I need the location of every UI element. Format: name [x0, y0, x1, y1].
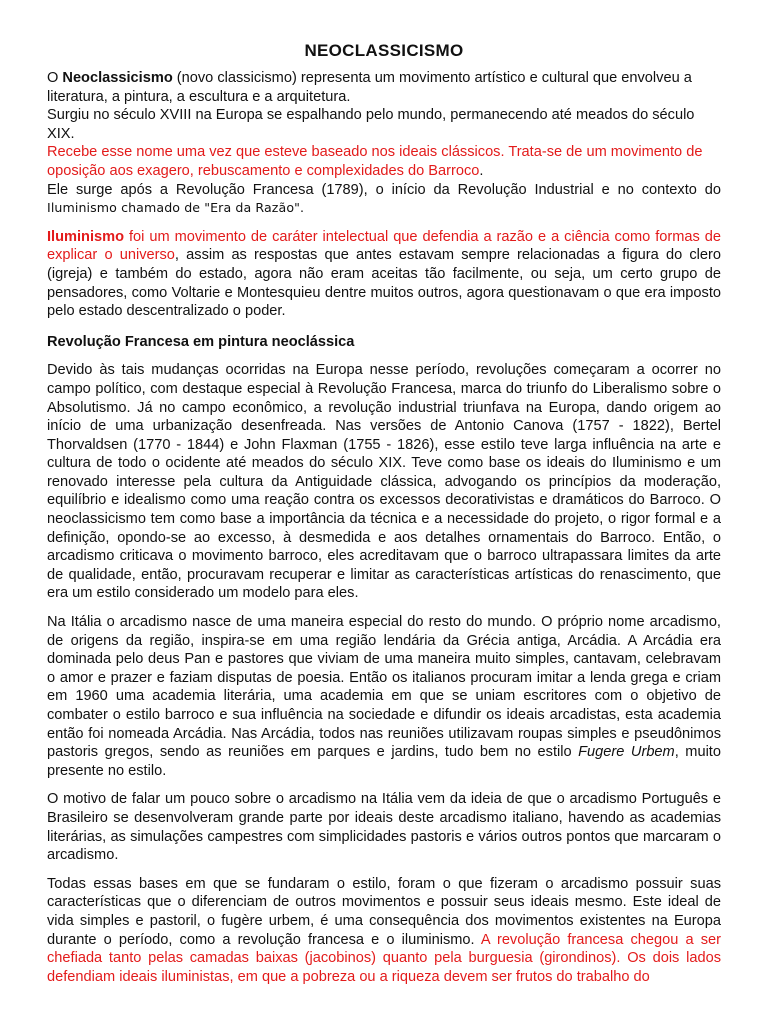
italia-text-end: , muito presente no estilo.	[47, 744, 721, 779]
intro-paragraph-1	[47, 69, 721, 106]
fugere-urbem-term: Fugere Urbem	[578, 744, 675, 761]
iluminismo-term: Iluminismo	[47, 228, 125, 245]
intro-paragraph-4	[47, 181, 721, 218]
intro-block	[47, 69, 721, 218]
intro-paragraph-2: Surgiu no século XVIII na Europa se espalhando pelo mundo, permanecendo até meados do século XIX.	[47, 107, 695, 142]
section-heading: Revolução Francesa em pintura neoclássica	[47, 333, 355, 350]
intro-rest: (novo classicismo) representa um movimento artístico e cultural que envolveu a literatura, a pintura, a escultura e a arquitetura.	[47, 70, 692, 105]
neoclassicismo-term: Neoclassicismo	[62, 70, 173, 86]
intro-red-text: Recebe esse nome uma vez que esteve baseado nos ideais clássicos. Trata-se de um movimento de oposição aos exagero, rebuscamento e complexidades do Barroco	[47, 144, 703, 179]
paragraph-motivo: O motivo de falar um pouco sobre o arcadismo na Itália vem da ideia de que o arcadismo Português e Brasileiro se desenvolveram grande parte por ideais deste arcadismo italiano, havendo as academias literárias, as simulações campestres com simplicidades pastoris e vários outros pontos que marcaram o arcadismo.	[47, 791, 721, 864]
paragraph-italia	[47, 613, 721, 780]
italia-text: Na Itália o arcadismo nasce de uma maneira especial do resto do mundo. O próprio nome arcadismo, de origens da região, inspira-se em uma região lendária da Grécia antiga, Arcádia. A Arcádia era dominada pelo deus Pan e pastores que viviam de uma maneira muito simples, cantavam, celebravam o amor e prazer e faziam disputas de poesia. Então os italianos procuram imitar a lenda grega e criam em 1960 uma academia literária, uma academia em que se uniam escritores com o objetivo de combater o estilo barroco e sua influência na sociedade e difundir os ideais arcadistas, esta academia então foi nomeada Arcádia. Nas Arcádia, todos nas reuniões utilizavam roupas simples e pseudônimos pastoris gregos, sendo as reuniões em parques e jardins, tudo bem no estilo	[47, 614, 721, 761]
intro-era-da-razao: Iluminismo chamado de "Era da Razão".	[47, 200, 305, 216]
bases-red-text: A revolução francesa chegou a ser chefiada tanto pelas camadas baixas (jacobinos) quanto pela burguesia (girondinos). Os dois lados defendiam ideais iluministas, em que a pobreza ou a riqueza devem ser frutos do trabalho do	[47, 931, 721, 985]
intro-paragraph-3	[47, 143, 721, 180]
paragraph-mudancas: Devido às tais mudanças ocorridas na Europa nesse período, revoluções começaram a ocorrer no campo político, com destaque especial à Revolução Francesa, marca do triunfo do Liberalismo sobre o Absolutismo. Já no campo econômico, a revolução industrial triunfava na Europa, dando origem ao início de uma urbanização desenfreada. Nas versões de Antonio Canova (1757 - 1822), Bertel Thorvaldsen (1770 - 1844) e John Flaxman (1755 - 1826), esse estilo teve larga influência na arte e cultura de todo o ocidente até meados do século XIX. Teve como base os ideais do Iluminismo e um renovado interesse pela cultura da Antiguidade clássica, advogando os princípios da moderação, equilíbrio e idealismo como uma reação contra os excessos decorativistas e dramáticos do Barroco. O neoclassicismo tem como base a importância da técnica e a necessidade do projeto, o rigor formal e a definição, opondo-se ao excesso, à desmedida e aos detalhes ornamentais do Barroco. Então, o arcadismo criticava o movimento barroco, eles acreditavam que o barroco ultrapassara limites da arte de qualidade, então, procuravam recuperar e limitar as características artísticas do renascimento, que era um estilo considerado um modelo para eles.	[47, 362, 721, 602]
iluminismo-rest: , assim as respostas que antes estavam sempre relacionadas a figura do clero (igreja) e também do estado, agora não eram aceitas tão facilmente, ou seja, um certo grupo de pensadores, como Voltarie e Montesquieu dentre muitos outros, agora questionavam o que era imposto pelo estado descentralizado o poder.	[47, 247, 721, 320]
bases-text: Todas essas bases em que se fundaram o estilo, foram o que fizeram o arcadismo possuir suas características que o diferenciam de outros movimentos e possuir seus ideais mesmo. Este ideal de vida simples e pastoril, o fugère urbem, é uma consequência dos movimentos existentes na Europa durante o período, como a revolução francesa e o iluminismo.	[47, 875, 721, 948]
page-title: NEOCLASSICISMO	[304, 41, 464, 60]
paragraph-bases	[47, 875, 721, 987]
iluminismo-paragraph	[47, 228, 721, 321]
intro-context: Ele surge após a Revolução Francesa (1789), o início da Revolução Industrial e no contexto do	[47, 181, 721, 198]
iluminismo-definition: foi um movimento de caráter intelectual que defendia a razão e a ciência como formas de explicar o universo	[47, 228, 721, 264]
intro-prefix: O	[47, 70, 63, 86]
intro-red-end: .	[479, 162, 484, 179]
